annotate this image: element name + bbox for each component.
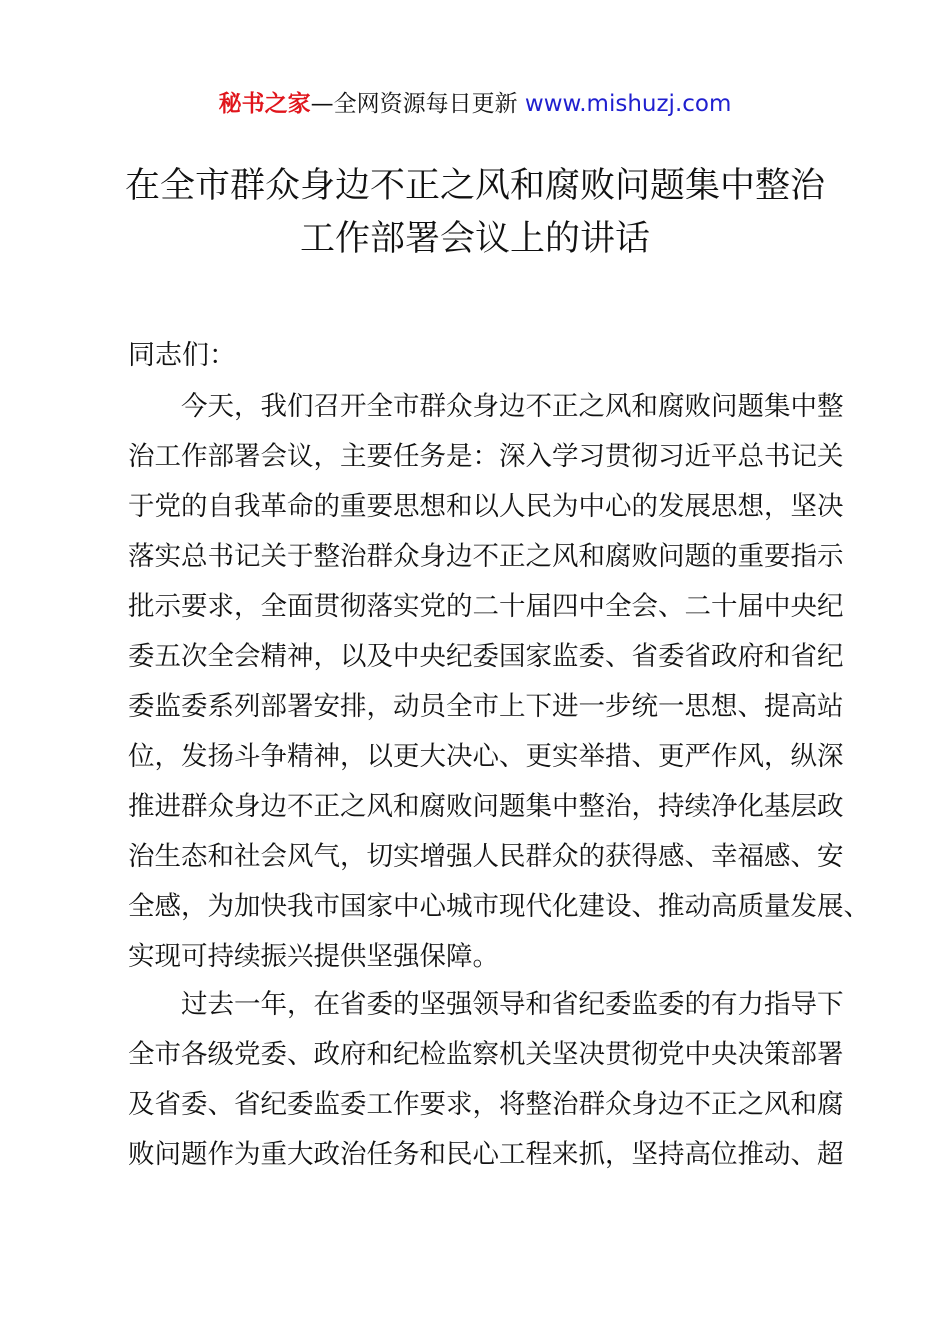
paragraph-line: 委监委系列部署安排，动员全市上下进一步统一思想、提高站 xyxy=(128,691,844,722)
paragraph-line: 全感，为加快我市国家中心城市现代化建设、推动高质量发展、 xyxy=(128,891,870,922)
paragraph-line: 治生态和社会风气，切实增强人民群众的获得感、幸福感、安 xyxy=(128,841,844,872)
paragraph-line: 治工作部署会议，主要任务是：深入学习贯彻习近平总书记关 xyxy=(128,441,844,472)
paragraph-2 xyxy=(128,980,848,1180)
salutation: 同志们： xyxy=(128,340,236,371)
paragraph-line: 实现可持续振兴提供坚强保障。 xyxy=(128,941,499,972)
paragraph-line: 委五次全会精神，以及中央纪委国家监委、省委省政府和省纪 xyxy=(128,641,844,672)
paragraph-line: 位，发扬斗争精神，以更大决心、更实举措、更严作风，纵深 xyxy=(128,741,844,772)
title-line-2: 工作部署会议上的讲话 xyxy=(299,219,650,259)
site-header xyxy=(0,86,950,122)
paragraph-line: 落实总书记关于整治群众身边不正之风和腐败问题的重要指示 xyxy=(128,541,844,572)
paragraph-line: 全市各级党委、政府和纪检监察机关坚决贯彻党中央决策部署 xyxy=(128,1039,844,1070)
paragraph-line: 今天，我们召开全市群众身边不正之风和腐败问题集中整 xyxy=(128,391,844,422)
brand-name: 秘书之家 xyxy=(218,91,311,117)
paragraph-line: 批示要求，全面贯彻落实党的二十届四中全会、二十届中央纪 xyxy=(128,591,844,622)
paragraph-line: 及省委、省纪委监委工作要求，将整治群众身边不正之风和腐 xyxy=(128,1089,844,1120)
paragraph-1 xyxy=(128,382,870,982)
title-line-1: 在全市群众身边不正之风和腐败问题集中整治 xyxy=(124,166,825,206)
paragraph-line: 过去一年，在省委的坚强领导和省纪委监委的有力指导下 xyxy=(128,989,844,1020)
document-title xyxy=(0,160,950,266)
header-tagline: —全网资源每日更新 xyxy=(310,91,518,117)
paragraph-line: 于党的自我革命的重要思想和以人民为中心的发展思想，坚决 xyxy=(128,491,844,522)
site-url-link[interactable]: www.mishuzj.com xyxy=(524,91,732,117)
paragraph-line: 推进群众身边不正之风和腐败问题集中整治，持续净化基层政 xyxy=(128,791,844,822)
paragraph-line: 败问题作为重大政治任务和民心工程来抓，坚持高位推动、超 xyxy=(128,1139,844,1170)
